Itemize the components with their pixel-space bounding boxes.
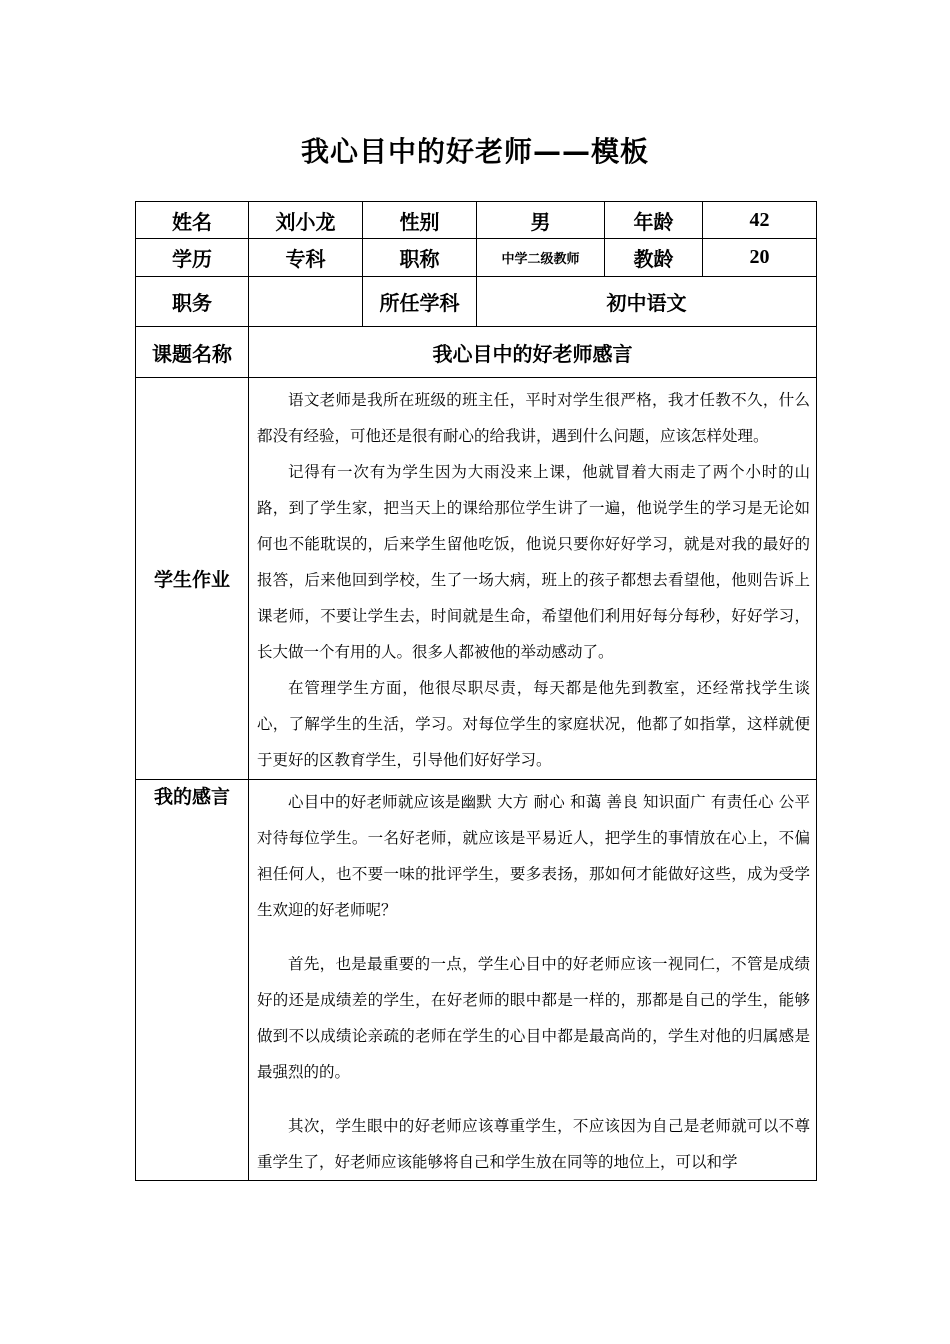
teaching-years-value: 20	[703, 239, 817, 277]
topic-value: 我心目中的好老师感言	[249, 327, 817, 378]
reflection-content	[249, 780, 817, 1181]
teacher-info-table	[135, 201, 817, 1181]
subject-value: 初中语文	[477, 277, 817, 327]
homework-paragraph: 记得有一次有为学生因为大雨没来上课，他就冒着大雨走了两个小时的山路，到了学生家，把当天上的课给那位学生讲了一遍，他说学生的学习是无论如何也不能耽误的，后来学生留他吃饭，他说只要你好好学习，就是对我的最好的报答，后来他回到学校，生了一场大病，班上的孩子都想去看望他，他则告诉上课老师，不要让学生去，时间就是生命，希望他们利用好每分每秒，好好学习，长大做一个有用的人。很多人都被他的举动感动了。	[257, 463, 810, 661]
position-label: 职务	[136, 277, 249, 327]
reflection-paragraph: 首先，也是最重要的一点，学生心目中的好老师应该一视同仁，不管是成绩好的还是成绩差的学生，在好老师的眼中都是一样的，那都是自己的学生，能够做到不以成绩论亲疏的老师在学生的心目中都是最高尚的，学生对他的归属感是最强烈的的。	[257, 955, 810, 1081]
topic-label: 课题名称	[136, 327, 249, 378]
reflection-paragraph: 心目中的好老师就应该是幽默 大方 耐心 和蔼 善良 知识面广 有责任心 公平对待每位学生。一名好老师，就应该是平易近人，把学生的事情放在心上，不偏袒任何人，也不要一味的批评学生，要多表扬，那如何才能做好这些，成为受学生欢迎的好老师呢？	[257, 793, 810, 919]
name-label: 姓名	[136, 202, 249, 239]
reflection-paragraph: 其次，学生眼中的好老师应该尊重学生，不应该因为自己是老师就可以不尊重学生了，好老师应该能够将自己和学生放在同等的地位上，可以和学	[257, 1117, 810, 1171]
age-label: 年龄	[605, 202, 703, 239]
position-value	[249, 277, 363, 327]
subject-label: 所任学科	[363, 277, 477, 327]
name-value: 刘小龙	[249, 202, 363, 239]
reflection-label: 我的感言	[136, 780, 249, 1181]
education-label: 学历	[136, 239, 249, 277]
rank-label: 职称	[363, 239, 477, 277]
gender-value: 男	[477, 202, 605, 239]
homework-content	[249, 378, 817, 780]
paragraph-gap	[257, 1090, 810, 1108]
gender-label: 性别	[363, 202, 477, 239]
page-title: 我心目中的好老师——模板	[300, 135, 649, 168]
education-value: 专科	[249, 239, 363, 277]
age-value: 42	[703, 202, 817, 239]
homework-label: 学生作业	[136, 378, 249, 780]
teaching-years-label: 教龄	[605, 239, 703, 277]
paragraph-gap	[257, 928, 810, 946]
rank-value: 中学二级教师	[477, 239, 605, 277]
homework-paragraph: 语文老师是我所在班级的班主任，平时对学生很严格，我才任教不久，什么都没有经验，可他还是很有耐心的给我讲，遇到什么问题，应该怎样处理。	[257, 391, 810, 445]
homework-paragraph: 在管理学生方面，他很尽职尽责，每天都是他先到教室，还经常找学生谈心，了解学生的生活，学习。对每位学生的家庭状况，他都了如指掌，这样就便于更好的区教育学生，引导他们好好学习。	[257, 679, 810, 769]
